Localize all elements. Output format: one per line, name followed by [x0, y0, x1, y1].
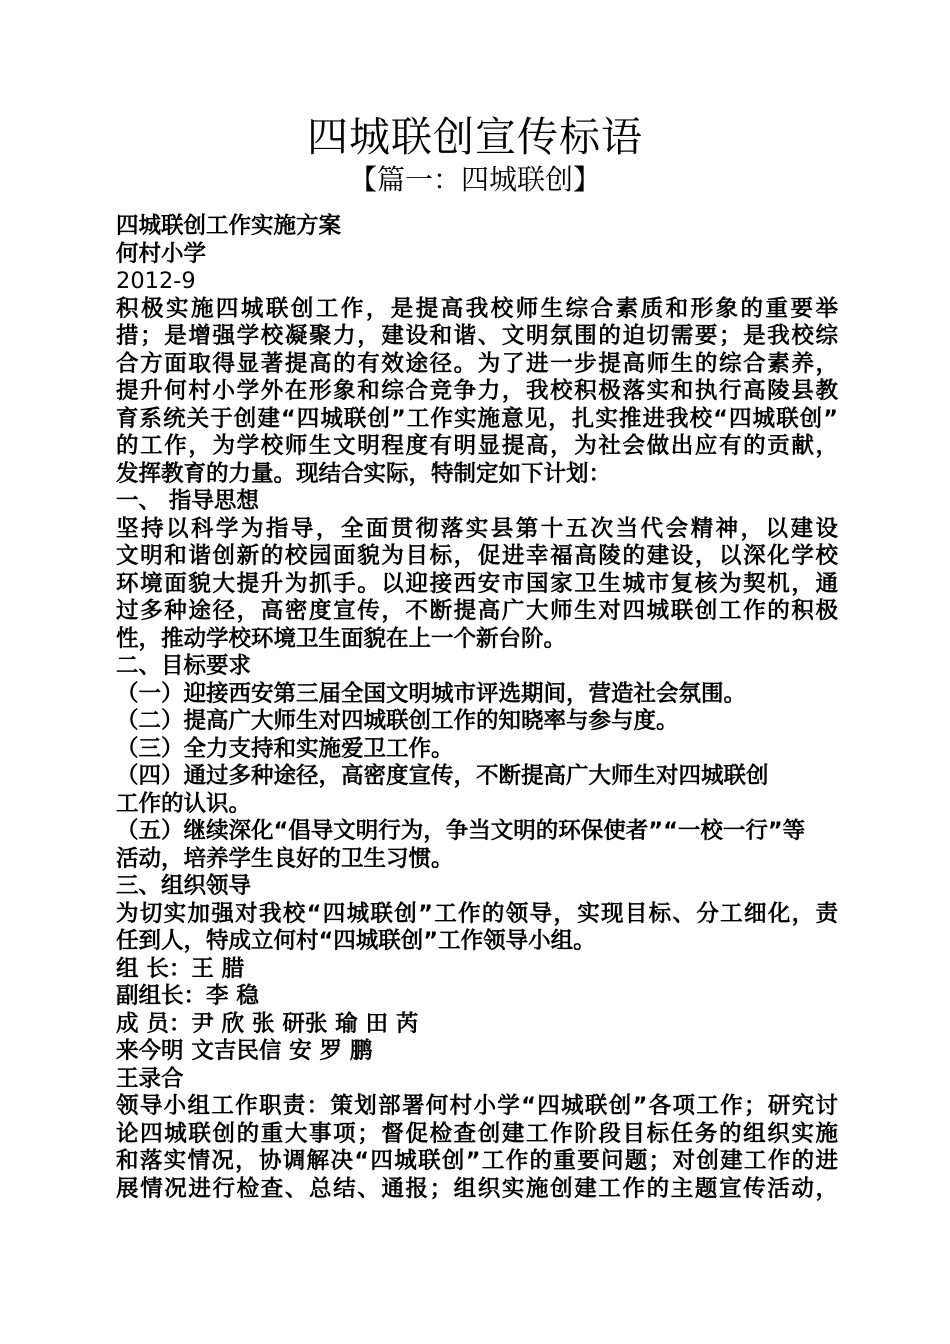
text-line: 工作的认识。: [116, 790, 252, 817]
text-line: 文明和谐创新的校园面貌为目标，促进幸福高陵的建设，以深化学校: [116, 543, 838, 569]
document-body: [116, 213, 838, 1203]
text-line: 副组长：李 稳: [116, 983, 259, 1009]
text-line: 展情况进行检查、总结、通报；组织实施创建工作的主题宣传活动，: [116, 1175, 838, 1202]
text-line: 过多种途径，高密度宣传，不断提高广大师生对四城联创工作的积极: [116, 598, 838, 624]
text-line: 组 长：王 腊: [116, 955, 245, 982]
text-line: （五）继续深化“倡导文明行为，争当文明的环保使者”“一校一行”等: [116, 818, 806, 844]
text-line: （一）迎接西安第三届全国文明城市评选期间，营造社会氛围。: [116, 680, 747, 707]
text-line: （三）全力支持和实施爱卫工作。: [116, 735, 454, 762]
text-line: 措；是增强学校凝聚力，建设和谐、文明氛围的迫切需要；是我校综: [116, 323, 838, 349]
text-line: （四）通过多种途径，高密度宣传，不断提高广大师生对四城联创: [116, 763, 769, 789]
text-line: 提升何村小学外在形象和综合竞争力，我校积极落实和执行高陵县教: [116, 378, 838, 404]
text-line: 一、 指导思想: [116, 488, 259, 514]
text-line: 环境面貌大提升为抓手。以迎接西安市国家卫生城市复核为契机，通: [116, 570, 838, 597]
text-line: 2012-9: [116, 268, 196, 294]
text-line: 领导小组工作职责：策划部署何村小学“四城联创”各项工作；研究讨: [116, 1093, 838, 1119]
text-line: 合方面取得显著提高的有效途径。为了进一步提高师生的综合素养，: [116, 350, 838, 377]
text-line: 论四城联创的重大事项；督促检查创建工作阶段目标任务的组织实施: [116, 1120, 838, 1147]
text-line: 积极实施四城联创工作，是提高我校师生综合素质和形象的重要举: [116, 295, 838, 322]
text-line: （二）提高广大师生对四城联创工作的知晓率与参与度。: [116, 708, 679, 734]
document-title: 四城联创宣传标语: [307, 113, 643, 161]
text-line: 性，推动学校环境卫生面貌在上一个新台阶。: [116, 625, 567, 652]
text-line: 来今明 文吉民信 安 罗 鹏: [116, 1038, 373, 1064]
text-line: 王录合: [116, 1065, 184, 1092]
text-line: 发挥教育的力量。现结合实际，特制定如下计划：: [116, 460, 612, 487]
text-line: 何村小学: [116, 240, 207, 267]
text-line: 和落实情况，协调解决“四城联创”工作的重要问题；对创建工作的进: [116, 1148, 838, 1174]
document-subtitle: 【篇一：四城联创】: [348, 163, 601, 196]
text-line: 成 员：尹 欣 张 研张 瑜 田 芮: [116, 1010, 419, 1037]
text-line: 为切实加强对我校“四城联创”工作的领导，实现目标、分工细化，责: [116, 900, 838, 927]
text-line: 育系统关于创建“四城联创”工作实施意见，扎实推进我校“四城联创”: [116, 405, 838, 432]
text-line: 四城联创工作实施方案: [116, 213, 342, 239]
text-line: 二、目标要求: [116, 653, 252, 679]
text-line: 活动，培养学生良好的卫生习惯。: [116, 845, 454, 872]
text-line: 的工作，为学校师生文明程度有明显提高，为社会做出应有的贡献，: [116, 433, 838, 459]
text-line: 任到人，特成立何村“四城联创”工作领导小组。: [116, 928, 596, 954]
text-line: 三、组织领导: [116, 873, 252, 899]
text-line: 坚持以科学为指导，全面贯彻落实县第十五次当代会精神，以建设: [116, 515, 838, 542]
